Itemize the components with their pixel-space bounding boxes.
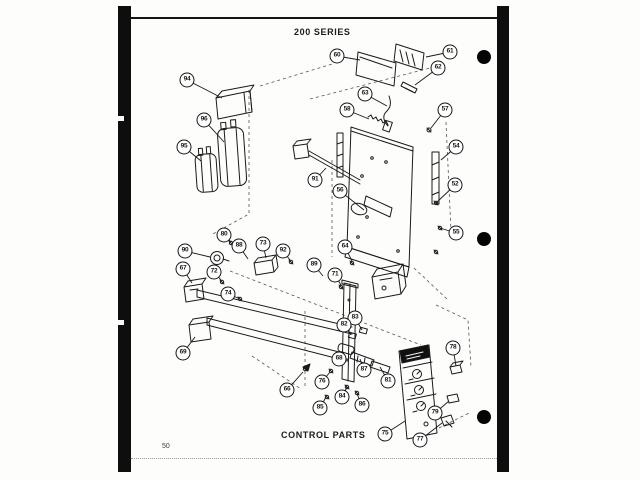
part-callout-79: 79 (428, 406, 443, 421)
part-callout-96: 96 (197, 113, 212, 128)
part-callout-91: 91 (308, 173, 323, 188)
part-callout-67: 67 (176, 262, 191, 277)
part-callout-78: 78 (446, 341, 461, 356)
part-callout-74: 74 (221, 287, 236, 302)
series-title: 200 SERIES (294, 27, 351, 37)
part-callout-85: 85 (313, 401, 328, 416)
part-callout-72: 72 (207, 265, 222, 280)
part-callout-61: 61 (443, 45, 458, 60)
part-callout-76: 76 (315, 375, 330, 390)
part-callout-89: 89 (307, 258, 322, 273)
part-callout-92: 92 (276, 244, 291, 259)
part-callout-87: 87 (357, 363, 372, 378)
part-callout-57: 57 (438, 103, 453, 118)
part-callout-54: 54 (449, 140, 464, 155)
part-callout-82: 82 (337, 318, 352, 333)
part-callout-77: 77 (413, 433, 428, 448)
part-callout-81: 81 (381, 374, 396, 389)
part-callout-80: 80 (217, 228, 232, 243)
part-callout-75: 75 (378, 427, 393, 442)
part-callout-64: 64 (338, 240, 353, 255)
part-callout-84: 84 (335, 390, 350, 405)
part-callout-56: 56 (333, 184, 348, 199)
part-callout-73: 73 (256, 237, 271, 252)
part-callout-66: 66 (280, 383, 295, 398)
part-callout-68: 68 (332, 352, 347, 367)
part-callout-63: 63 (358, 87, 373, 102)
part-callout-83: 83 (348, 311, 363, 326)
part-callout-62: 62 (431, 61, 446, 76)
part-callout-69: 69 (176, 346, 191, 361)
part-callout-90: 90 (178, 244, 193, 259)
part-callout-94: 94 (180, 73, 195, 88)
part-callout-71: 71 (328, 268, 343, 283)
part-callout-60: 60 (330, 49, 345, 64)
part-callout-55: 55 (449, 226, 464, 241)
page-number: 50 (162, 443, 170, 450)
part-callout-86: 86 (355, 398, 370, 413)
part-callout-52: 52 (448, 178, 463, 193)
part-callout-88: 88 (232, 239, 247, 254)
diagram-title: CONTROL PARTS (281, 430, 366, 440)
part-callout-95: 95 (177, 140, 192, 155)
part-callout-58: 58 (340, 103, 355, 118)
